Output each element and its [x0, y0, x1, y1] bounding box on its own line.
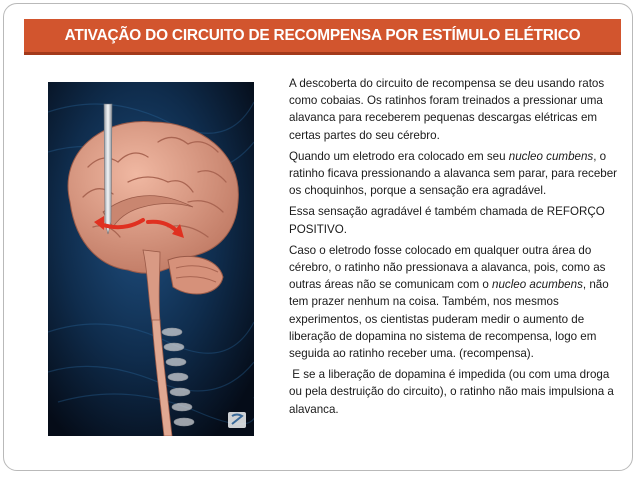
- paragraph-2-text-b: , o ratinho ficava pressionando a alavanca sem parar, para receber os choquinhos, porque a sensação era agradável.: [289, 149, 618, 198]
- paragraph-2: [289, 148, 624, 200]
- paragraph-1: A descoberta do circuito de recompensa se deu usando ratos como cobaias. Os ratinhos foram treinados a pressionar uma alavanca para receberem pequenas descargas elétricas em certas partes do seu cérebro.: [289, 77, 605, 142]
- slide: [3, 3, 633, 471]
- paragraph-5: E se a liberação de dopamina é impedida (ou com uma droga ou pela destruição do circuito), o ratinho não mais impulsiona a alavanca.: [289, 368, 618, 416]
- paragraph-3: Essa sensação agradável é também chamada de REFORÇO POSITIVO.: [289, 205, 605, 236]
- paragraph-4-emphasis: nucleo acumbens: [492, 278, 583, 292]
- paragraph-4-text-a: Caso o eletrodo fosse colocado em qualquer outra área do cérebro, o ratinho não pressionava a alavanca, pois, como as outras áreas não se comunicam com o: [289, 243, 606, 292]
- brain-illustration: [48, 82, 254, 436]
- title-bar: [24, 19, 621, 55]
- paragraph-2-emphasis: nucleo cumbens: [508, 149, 594, 163]
- slide-title: ATIVAÇÃO DO CIRCUITO DE RECOMPENSA POR ESTÍMULO ELÉTRICO: [64, 26, 581, 44]
- paragraph-2-text-a: Quando um eletrodo era colocado em seu: [289, 149, 509, 163]
- paragraph-4: [289, 242, 624, 362]
- body-text: [289, 75, 624, 422]
- paragraph-4-text-b: , não tem prazer nenhum na coisa. Também, nos mesmos experimentos, os cientistas puderam medir o aumento de liberação de dopamina no sistema de recompensa, logo em seguida ao ratinho receber uma. (recompensa).: [289, 278, 609, 361]
